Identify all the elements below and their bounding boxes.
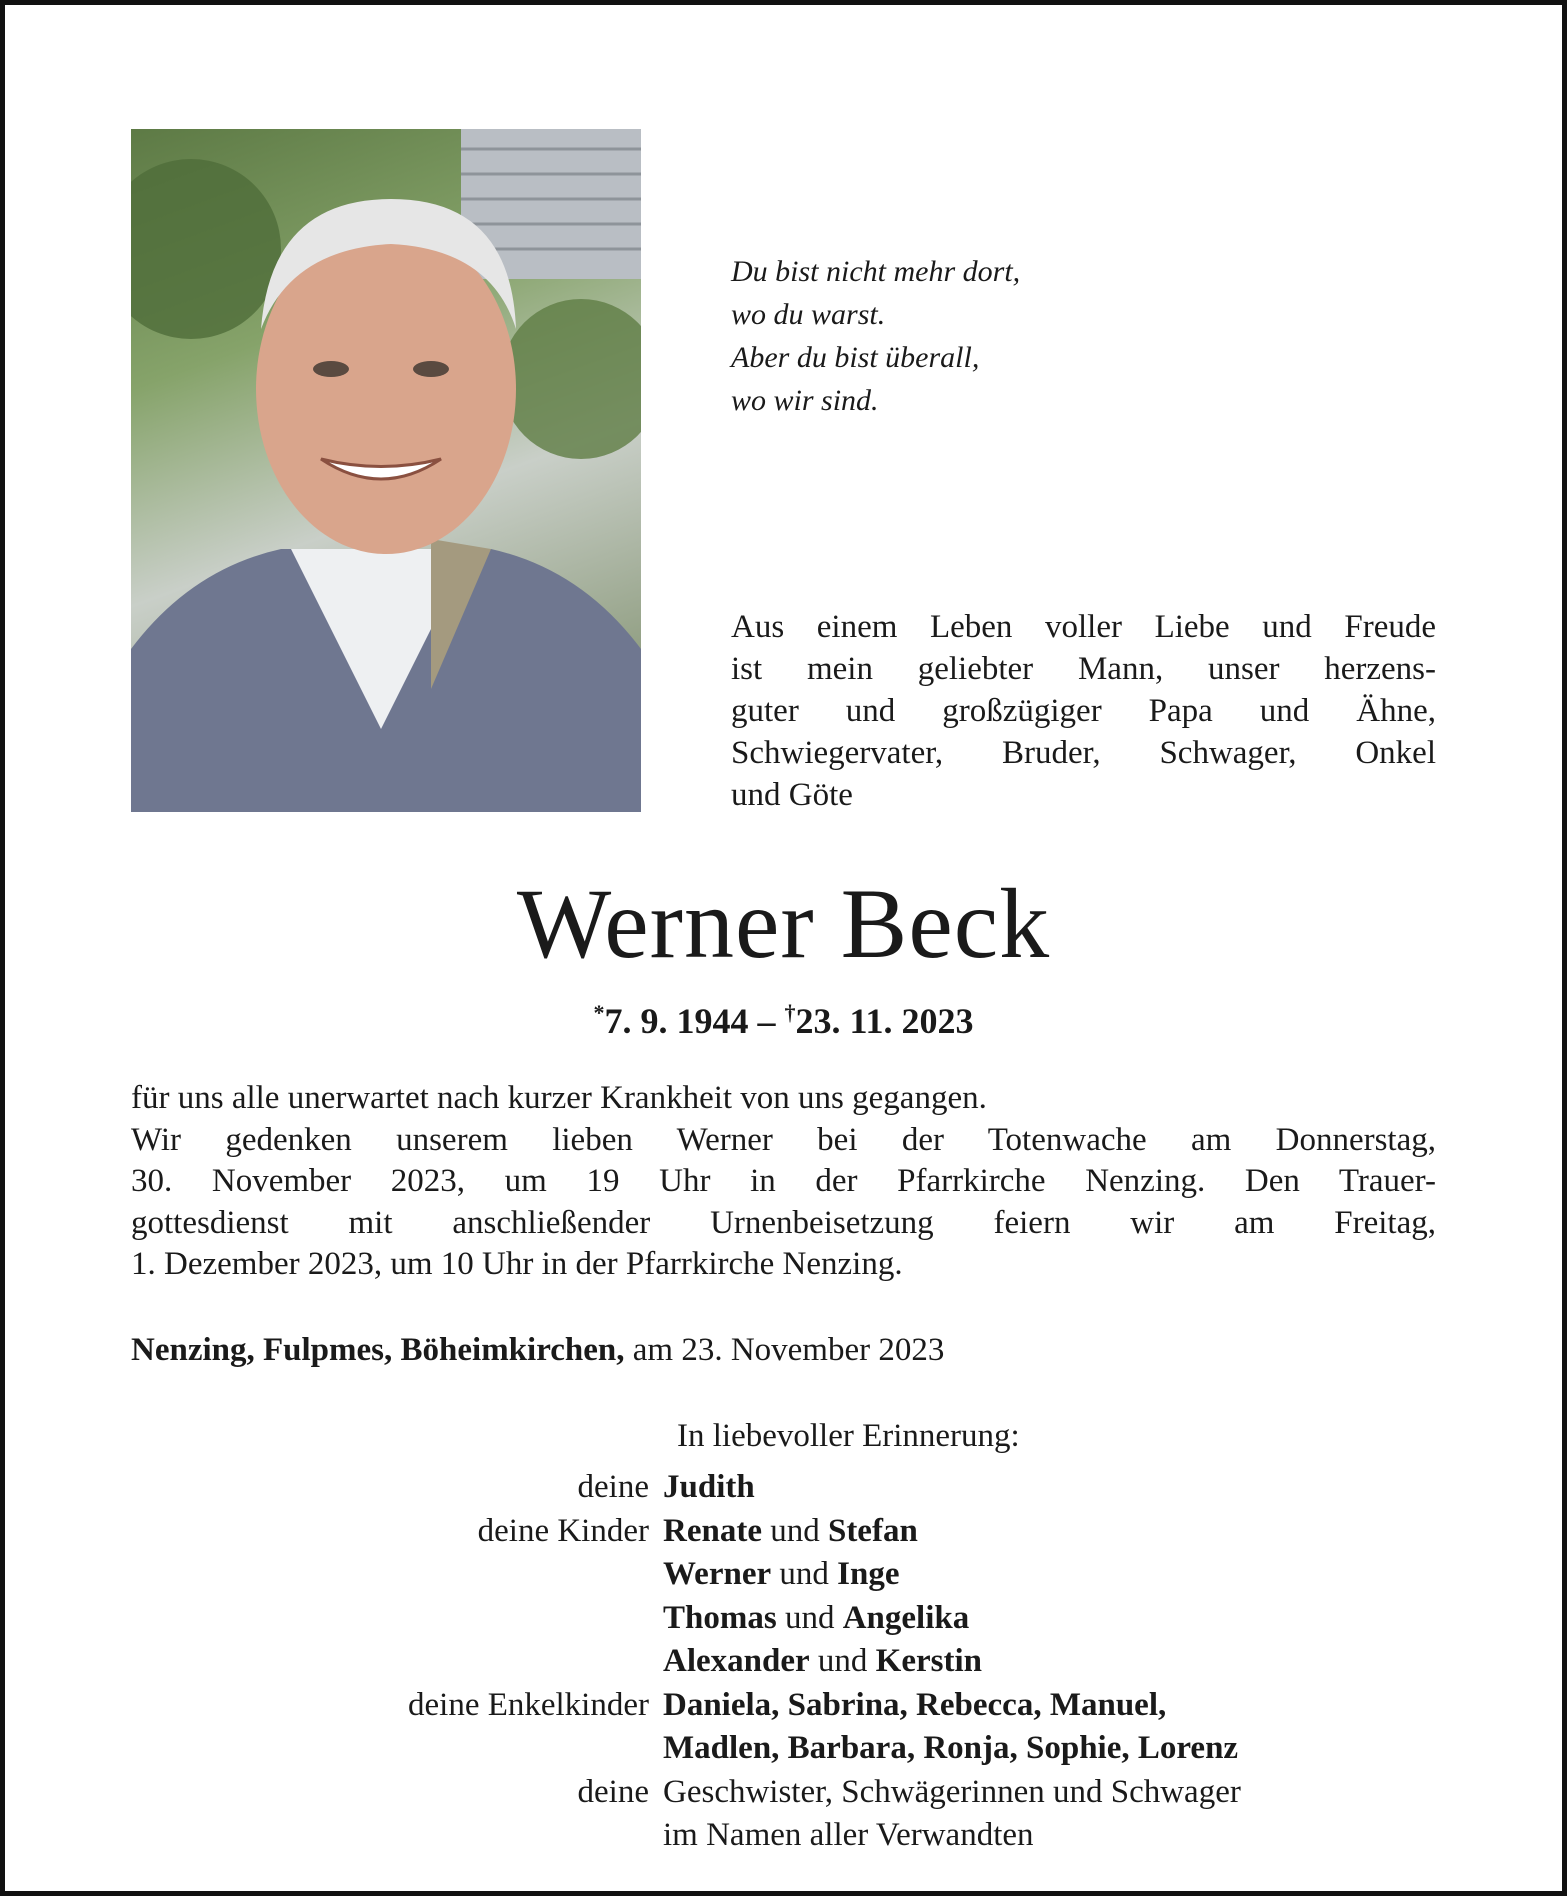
mourner-row xyxy=(0,1640,1567,1684)
mourner-row xyxy=(0,1466,1567,1510)
mourner-row xyxy=(0,1814,1567,1858)
mourner-names xyxy=(663,1466,755,1510)
mourner-name: Thomas xyxy=(663,1599,777,1636)
mourner-names xyxy=(663,1684,1166,1728)
announcement-date: am 23. November 2023 xyxy=(632,1332,945,1368)
poem-line: wo du warst. xyxy=(731,298,886,331)
mourner-name: Renate xyxy=(663,1512,762,1549)
poem-line: Du bist nicht mehr dort, xyxy=(731,255,1021,288)
mourner-relation xyxy=(0,1727,663,1771)
deceased-name: Werner Beck xyxy=(516,868,1051,979)
memory-heading: In liebevoller Erinnerung: xyxy=(677,1418,1020,1454)
body-line: gottesdienst mit anschließender Urnenbeisetzung feiern wir am Freitag, xyxy=(131,1204,1436,1241)
mourner-name: Angelika xyxy=(842,1599,970,1636)
mourner-row xyxy=(0,1510,1567,1554)
mourner-row xyxy=(0,1553,1567,1597)
places: Nenzing, Fulpmes, Böheimkirchen, xyxy=(131,1332,625,1368)
mourner-name: und xyxy=(761,1512,828,1549)
intro-line: guter und großzügiger Papa und Ähne, xyxy=(731,693,1436,729)
mourner-names xyxy=(663,1814,1034,1858)
mourner-names xyxy=(663,1727,1238,1771)
mourner-name: und xyxy=(809,1643,876,1679)
mourner-names xyxy=(663,1771,1241,1815)
intro-line: Aus einem Leben voller Liebe und Freude xyxy=(731,609,1436,645)
intro-line: Schwiegervater, Bruder, Schwager, Onkel xyxy=(731,735,1436,771)
mourner-row xyxy=(0,1771,1567,1815)
mourner-relation xyxy=(0,1814,663,1858)
mourner-names xyxy=(663,1597,969,1641)
mourner-name: Werner xyxy=(663,1556,772,1592)
body-line: 30. November 2023, um 19 Uhr in der Pfarrkirche Nenzing. Den Trauer- xyxy=(131,1163,1436,1199)
body-line: 1. Dezember 2023, um 10 Uhr in der Pfarrkirche Nenzing. xyxy=(131,1246,903,1282)
mourner-name: Daniela, Sabrina, Rebecca, Manuel, xyxy=(663,1686,1167,1723)
portrait-photo xyxy=(131,129,641,812)
mourner-names xyxy=(663,1510,918,1554)
mourner-name: und xyxy=(771,1556,838,1592)
mourner-row xyxy=(0,1597,1567,1641)
mourner-relation: deine xyxy=(577,1469,649,1505)
intro-line: und Göte xyxy=(731,777,853,813)
poem-line: wo wir sind. xyxy=(731,384,879,417)
place-date-line xyxy=(131,1332,944,1369)
mourner-name: Kerstin xyxy=(875,1643,982,1679)
mourner-relation: deine Kinder xyxy=(477,1512,649,1549)
birth-symbol: * xyxy=(593,1000,605,1025)
mourners-list xyxy=(0,1466,1567,1858)
birth-date: 7. 9. 1944 – xyxy=(604,1001,776,1041)
mourner-relation: deine xyxy=(577,1773,649,1810)
mourner-name: Stefan xyxy=(827,1512,918,1549)
mourner-name: Madlen, Barbara, Ronja, Sophie, Lorenz xyxy=(663,1730,1239,1766)
body-text xyxy=(131,1078,1436,1286)
mourner-names xyxy=(663,1553,899,1597)
mourner-name: Geschwister, Schwägerinnen und Schwager xyxy=(663,1773,1241,1810)
mourner-relation: deine Enkelkinder xyxy=(408,1686,649,1723)
mourner-name: Inge xyxy=(837,1556,900,1592)
mourner-row xyxy=(0,1684,1567,1728)
mourner-name: und xyxy=(776,1599,843,1636)
body-line: für uns alle unerwartet nach kurzer Krankheit von uns gegangen. xyxy=(131,1080,987,1116)
mourner-relation xyxy=(0,1597,663,1641)
mourner-relation xyxy=(0,1640,663,1684)
mourner-row xyxy=(0,1727,1567,1771)
mourner-relation xyxy=(0,1553,663,1597)
mourner-name: im Namen aller Verwandten xyxy=(663,1817,1034,1853)
intro-text xyxy=(731,606,1436,816)
life-dates xyxy=(0,1000,1567,1042)
death-symbol: † xyxy=(784,1000,796,1025)
mourner-name: Judith xyxy=(663,1469,755,1505)
mourner-name: Alexander xyxy=(663,1643,810,1679)
body-line: Wir gedenken unserem lieben Werner bei der Totenwache am Donnerstag, xyxy=(131,1121,1436,1158)
poem-line: Aber du bist überall, xyxy=(731,341,980,374)
poem xyxy=(731,250,1020,422)
mourner-names xyxy=(663,1640,982,1684)
intro-line: ist mein geliebter Mann, unser herzens- xyxy=(731,651,1436,687)
death-date: 23. 11. 2023 xyxy=(795,1001,974,1041)
